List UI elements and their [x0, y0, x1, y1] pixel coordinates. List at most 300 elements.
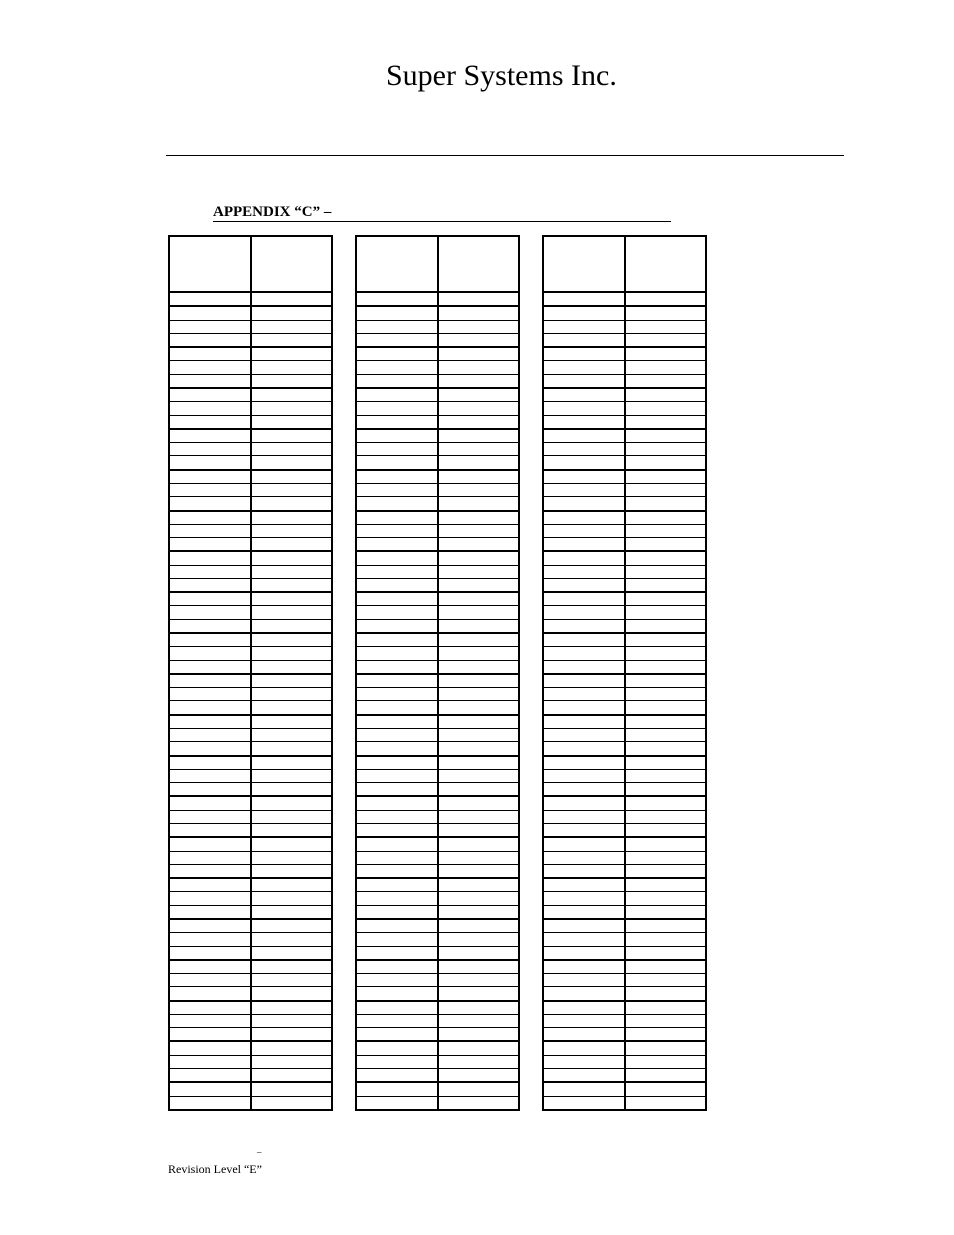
table-cell[interactable]	[170, 348, 252, 360]
table-cell[interactable]	[626, 933, 706, 945]
table-cell[interactable]	[252, 838, 332, 850]
table-cell[interactable]	[439, 1002, 519, 1014]
table-cell[interactable]	[252, 947, 332, 959]
table-cell[interactable]	[170, 729, 252, 741]
table-cell[interactable]	[252, 1056, 332, 1068]
table-cell[interactable]	[252, 334, 332, 346]
table-cell[interactable]	[544, 879, 626, 891]
table-cell[interactable]	[544, 579, 626, 591]
table-cell[interactable]	[544, 634, 626, 646]
table-cell[interactable]	[170, 307, 252, 319]
table-cell[interactable]	[626, 783, 706, 795]
table-cell[interactable]	[252, 307, 332, 319]
table-cell[interactable]	[357, 865, 439, 877]
table-cell[interactable]	[439, 402, 519, 414]
table-cell[interactable]	[170, 443, 252, 455]
table-cell[interactable]	[252, 484, 332, 496]
table-cell[interactable]	[170, 647, 252, 659]
table-cell[interactable]	[626, 579, 706, 591]
table-cell[interactable]	[544, 443, 626, 455]
table-cell[interactable]	[357, 1056, 439, 1068]
table-cell[interactable]	[544, 920, 626, 932]
table-cell[interactable]	[252, 1028, 332, 1040]
table-cell[interactable]	[170, 1097, 252, 1109]
table-cell[interactable]	[544, 770, 626, 782]
table-cell[interactable]	[439, 484, 519, 496]
table-cell[interactable]	[357, 647, 439, 659]
table-cell[interactable]	[626, 906, 706, 918]
table-cell[interactable]	[357, 525, 439, 537]
table-cell[interactable]	[439, 961, 519, 973]
table-cell[interactable]	[170, 661, 252, 673]
table-cell[interactable]	[626, 647, 706, 659]
table-cell[interactable]	[357, 361, 439, 373]
table-cell[interactable]	[357, 443, 439, 455]
table-cell[interactable]	[170, 797, 252, 809]
table-cell[interactable]	[439, 892, 519, 904]
table-cell[interactable]	[252, 701, 332, 713]
table-cell[interactable]	[544, 512, 626, 524]
table-cell[interactable]	[544, 471, 626, 483]
table-cell[interactable]	[252, 416, 332, 428]
table-cell[interactable]	[439, 443, 519, 455]
table-cell[interactable]	[626, 620, 706, 632]
table-cell[interactable]	[170, 389, 252, 401]
table-cell[interactable]	[544, 906, 626, 918]
table-cell[interactable]	[544, 1083, 626, 1095]
table-cell[interactable]	[170, 484, 252, 496]
table-cell[interactable]	[252, 552, 332, 564]
table-cell[interactable]	[626, 1042, 706, 1054]
table-cell[interactable]	[626, 974, 706, 986]
table-cell[interactable]	[626, 1028, 706, 1040]
table-cell[interactable]	[252, 620, 332, 632]
table-cell[interactable]	[544, 566, 626, 578]
table-cell[interactable]	[439, 538, 519, 550]
table-cell[interactable]	[357, 770, 439, 782]
table-cell[interactable]	[357, 920, 439, 932]
table-cell[interactable]	[544, 307, 626, 319]
table-cell[interactable]	[357, 579, 439, 591]
table-cell[interactable]	[357, 961, 439, 973]
table-cell[interactable]	[357, 456, 439, 468]
table-cell[interactable]	[170, 852, 252, 864]
table-cell[interactable]	[252, 906, 332, 918]
table-cell[interactable]	[170, 1002, 252, 1014]
table-cell[interactable]	[626, 593, 706, 605]
table-cell[interactable]	[439, 757, 519, 769]
table-cell[interactable]	[252, 688, 332, 700]
table-cell[interactable]	[252, 716, 332, 728]
table-cell[interactable]	[252, 525, 332, 537]
table-cell[interactable]	[626, 920, 706, 932]
table-cell[interactable]	[439, 824, 519, 836]
table-cell[interactable]	[252, 797, 332, 809]
table-cell[interactable]	[357, 688, 439, 700]
table-cell[interactable]	[252, 1002, 332, 1014]
table-cell[interactable]	[544, 389, 626, 401]
table-cell[interactable]	[170, 920, 252, 932]
table-cell[interactable]	[439, 620, 519, 632]
table-cell[interactable]	[544, 701, 626, 713]
table-cell[interactable]	[252, 497, 332, 509]
table-cell[interactable]	[626, 566, 706, 578]
table-cell[interactable]	[252, 593, 332, 605]
table-cell[interactable]	[357, 1028, 439, 1040]
table-cell[interactable]	[357, 974, 439, 986]
table-cell[interactable]	[544, 757, 626, 769]
table-cell[interactable]	[626, 661, 706, 673]
table-cell[interactable]	[439, 1056, 519, 1068]
table-cell[interactable]	[252, 634, 332, 646]
table-cell[interactable]	[357, 661, 439, 673]
table-cell[interactable]	[357, 606, 439, 618]
table-cell[interactable]	[170, 456, 252, 468]
table-cell[interactable]	[170, 293, 252, 305]
table-cell[interactable]	[626, 416, 706, 428]
table-cell[interactable]	[439, 1069, 519, 1081]
table-cell[interactable]	[544, 552, 626, 564]
table-cell[interactable]	[170, 1042, 252, 1054]
table-cell[interactable]	[626, 293, 706, 305]
table-cell[interactable]	[544, 1097, 626, 1109]
table-cell[interactable]	[544, 334, 626, 346]
table-cell[interactable]	[170, 430, 252, 442]
table-cell[interactable]	[170, 892, 252, 904]
table-cell[interactable]	[626, 525, 706, 537]
table-cell[interactable]	[357, 497, 439, 509]
table-cell[interactable]	[439, 811, 519, 823]
table-cell[interactable]	[252, 879, 332, 891]
table-cell[interactable]	[439, 430, 519, 442]
table-cell[interactable]	[357, 321, 439, 333]
table-cell[interactable]	[544, 797, 626, 809]
table-cell[interactable]	[626, 375, 706, 387]
table-cell[interactable]	[544, 811, 626, 823]
table-cell[interactable]	[544, 729, 626, 741]
table-cell[interactable]	[357, 593, 439, 605]
table-cell[interactable]	[252, 1069, 332, 1081]
table-cell[interactable]	[252, 675, 332, 687]
table-cell[interactable]	[170, 566, 252, 578]
table-cell[interactable]	[357, 742, 439, 754]
table-cell[interactable]	[252, 757, 332, 769]
table-cell[interactable]	[252, 933, 332, 945]
table-cell[interactable]	[439, 852, 519, 864]
table-cell[interactable]	[626, 838, 706, 850]
table-cell[interactable]	[357, 933, 439, 945]
table-cell[interactable]	[544, 1042, 626, 1054]
table-cell[interactable]	[626, 552, 706, 564]
table-cell[interactable]	[170, 375, 252, 387]
table-cell[interactable]	[170, 947, 252, 959]
table-cell[interactable]	[357, 879, 439, 891]
table-cell[interactable]	[439, 1028, 519, 1040]
table-cell[interactable]	[357, 947, 439, 959]
table-cell[interactable]	[439, 1015, 519, 1027]
table-cell[interactable]	[439, 729, 519, 741]
table-cell[interactable]	[626, 675, 706, 687]
table-cell[interactable]	[544, 892, 626, 904]
table-cell[interactable]	[170, 334, 252, 346]
table-cell[interactable]	[252, 770, 332, 782]
table-cell[interactable]	[544, 1028, 626, 1040]
table-cell[interactable]	[439, 701, 519, 713]
table-cell[interactable]	[439, 933, 519, 945]
table-cell[interactable]	[626, 688, 706, 700]
table-cell[interactable]	[252, 1042, 332, 1054]
table-cell[interactable]	[544, 961, 626, 973]
table-cell[interactable]	[544, 987, 626, 999]
table-cell[interactable]	[544, 484, 626, 496]
table-cell[interactable]	[626, 484, 706, 496]
table-cell[interactable]	[170, 321, 252, 333]
table-cell[interactable]	[439, 716, 519, 728]
table-cell[interactable]	[252, 987, 332, 999]
table-cell[interactable]	[170, 701, 252, 713]
table-cell[interactable]	[626, 716, 706, 728]
table-cell[interactable]	[626, 1069, 706, 1081]
table-cell[interactable]	[357, 757, 439, 769]
table-cell[interactable]	[626, 947, 706, 959]
table-cell[interactable]	[439, 389, 519, 401]
table-cell[interactable]	[252, 579, 332, 591]
table-cell[interactable]	[252, 852, 332, 864]
table-cell[interactable]	[439, 525, 519, 537]
table-cell[interactable]	[170, 402, 252, 414]
table-cell[interactable]	[252, 1083, 332, 1095]
table-cell[interactable]	[170, 497, 252, 509]
table-cell[interactable]	[170, 525, 252, 537]
table-cell[interactable]	[357, 566, 439, 578]
table-cell[interactable]	[170, 987, 252, 999]
table-cell[interactable]	[439, 1083, 519, 1095]
table-cell[interactable]	[357, 1083, 439, 1095]
table-cell[interactable]	[170, 593, 252, 605]
table-cell[interactable]	[439, 770, 519, 782]
table-cell[interactable]	[357, 334, 439, 346]
table-cell[interactable]	[170, 1083, 252, 1095]
table-cell[interactable]	[626, 892, 706, 904]
table-cell[interactable]	[357, 1069, 439, 1081]
table-cell[interactable]	[252, 389, 332, 401]
table-cell[interactable]	[252, 1015, 332, 1027]
table-cell[interactable]	[544, 947, 626, 959]
table-cell[interactable]	[170, 634, 252, 646]
table-cell[interactable]	[544, 661, 626, 673]
table-cell[interactable]	[439, 906, 519, 918]
table-cell[interactable]	[357, 430, 439, 442]
table-cell[interactable]	[544, 852, 626, 864]
table-cell[interactable]	[626, 361, 706, 373]
table-cell[interactable]	[170, 675, 252, 687]
table-cell[interactable]	[626, 879, 706, 891]
table-cell[interactable]	[170, 838, 252, 850]
table-cell[interactable]	[252, 348, 332, 360]
table-cell[interactable]	[544, 1002, 626, 1014]
table-cell[interactable]	[544, 688, 626, 700]
table-cell[interactable]	[544, 1015, 626, 1027]
table-cell[interactable]	[439, 688, 519, 700]
table-cell[interactable]	[439, 552, 519, 564]
table-cell[interactable]	[439, 1042, 519, 1054]
table-cell[interactable]	[170, 906, 252, 918]
table-cell[interactable]	[439, 987, 519, 999]
table-cell[interactable]	[439, 974, 519, 986]
table-cell[interactable]	[544, 593, 626, 605]
table-cell[interactable]	[170, 1069, 252, 1081]
table-cell[interactable]	[252, 456, 332, 468]
table-cell[interactable]	[252, 783, 332, 795]
table-cell[interactable]	[170, 361, 252, 373]
table-cell[interactable]	[626, 757, 706, 769]
table-cell[interactable]	[439, 783, 519, 795]
table-cell[interactable]	[170, 1015, 252, 1027]
table-cell[interactable]	[170, 552, 252, 564]
table-cell[interactable]	[357, 1097, 439, 1109]
table-cell[interactable]	[626, 321, 706, 333]
table-cell[interactable]	[439, 334, 519, 346]
table-cell[interactable]	[252, 361, 332, 373]
table-cell[interactable]	[626, 307, 706, 319]
table-cell[interactable]	[544, 361, 626, 373]
table-cell[interactable]	[439, 661, 519, 673]
table-cell[interactable]	[439, 566, 519, 578]
table-cell[interactable]	[626, 987, 706, 999]
table-cell[interactable]	[439, 361, 519, 373]
table-cell[interactable]	[252, 811, 332, 823]
table-cell[interactable]	[170, 770, 252, 782]
table-cell[interactable]	[357, 1042, 439, 1054]
table-cell[interactable]	[626, 701, 706, 713]
table-cell[interactable]	[170, 538, 252, 550]
table-cell[interactable]	[544, 606, 626, 618]
table-cell[interactable]	[626, 797, 706, 809]
table-cell[interactable]	[252, 920, 332, 932]
table-cell[interactable]	[544, 538, 626, 550]
table-cell[interactable]	[439, 742, 519, 754]
table-cell[interactable]	[439, 634, 519, 646]
table-cell[interactable]	[626, 606, 706, 618]
table-cell[interactable]	[439, 947, 519, 959]
table-cell[interactable]	[170, 1056, 252, 1068]
table-cell[interactable]	[170, 579, 252, 591]
table-cell[interactable]	[357, 307, 439, 319]
table-cell[interactable]	[170, 416, 252, 428]
table-cell[interactable]	[170, 865, 252, 877]
table-cell[interactable]	[357, 783, 439, 795]
table-cell[interactable]	[439, 647, 519, 659]
table-cell[interactable]	[626, 770, 706, 782]
table-cell[interactable]	[252, 402, 332, 414]
table-cell[interactable]	[626, 729, 706, 741]
table-cell[interactable]	[544, 430, 626, 442]
table-cell[interactable]	[170, 471, 252, 483]
table-cell[interactable]	[252, 742, 332, 754]
table-cell[interactable]	[357, 416, 439, 428]
table-cell[interactable]	[439, 348, 519, 360]
table-cell[interactable]	[252, 321, 332, 333]
table-cell[interactable]	[170, 824, 252, 836]
table-cell[interactable]	[439, 471, 519, 483]
table-cell[interactable]	[439, 512, 519, 524]
table-cell[interactable]	[439, 797, 519, 809]
table-cell[interactable]	[626, 471, 706, 483]
table-cell[interactable]	[357, 716, 439, 728]
table-cell[interactable]	[626, 334, 706, 346]
table-cell[interactable]	[357, 471, 439, 483]
table-cell[interactable]	[357, 987, 439, 999]
table-cell[interactable]	[626, 1097, 706, 1109]
table-cell[interactable]	[544, 1056, 626, 1068]
table-cell[interactable]	[357, 811, 439, 823]
table-cell[interactable]	[357, 797, 439, 809]
table-cell[interactable]	[544, 647, 626, 659]
table-cell[interactable]	[170, 1028, 252, 1040]
table-cell[interactable]	[439, 375, 519, 387]
table-cell[interactable]	[170, 757, 252, 769]
table-cell[interactable]	[439, 593, 519, 605]
table-cell[interactable]	[544, 321, 626, 333]
table-cell[interactable]	[544, 375, 626, 387]
table-cell[interactable]	[357, 675, 439, 687]
table-cell[interactable]	[544, 716, 626, 728]
table-cell[interactable]	[626, 634, 706, 646]
table-cell[interactable]	[357, 634, 439, 646]
table-cell[interactable]	[357, 389, 439, 401]
table-cell[interactable]	[626, 961, 706, 973]
table-cell[interactable]	[357, 293, 439, 305]
table-cell[interactable]	[626, 497, 706, 509]
table-cell[interactable]	[357, 906, 439, 918]
table-cell[interactable]	[170, 933, 252, 945]
table-cell[interactable]	[439, 879, 519, 891]
table-cell[interactable]	[439, 675, 519, 687]
table-cell[interactable]	[544, 620, 626, 632]
table-cell[interactable]	[252, 729, 332, 741]
table-cell[interactable]	[626, 852, 706, 864]
table-cell[interactable]	[170, 961, 252, 973]
table-cell[interactable]	[357, 701, 439, 713]
table-cell[interactable]	[252, 430, 332, 442]
table-cell[interactable]	[544, 838, 626, 850]
table-cell[interactable]	[252, 661, 332, 673]
table-cell[interactable]	[357, 824, 439, 836]
table-cell[interactable]	[439, 307, 519, 319]
table-cell[interactable]	[252, 566, 332, 578]
table-cell[interactable]	[626, 348, 706, 360]
table-cell[interactable]	[626, 443, 706, 455]
table-cell[interactable]	[439, 920, 519, 932]
table-cell[interactable]	[252, 892, 332, 904]
table-cell[interactable]	[626, 430, 706, 442]
table-cell[interactable]	[252, 974, 332, 986]
table-cell[interactable]	[170, 811, 252, 823]
table-cell[interactable]	[439, 321, 519, 333]
table-cell[interactable]	[626, 402, 706, 414]
table-cell[interactable]	[626, 538, 706, 550]
table-cell[interactable]	[626, 811, 706, 823]
table-cell[interactable]	[170, 783, 252, 795]
table-cell[interactable]	[626, 456, 706, 468]
table-cell[interactable]	[439, 497, 519, 509]
table-cell[interactable]	[544, 865, 626, 877]
table-cell[interactable]	[357, 512, 439, 524]
table-cell[interactable]	[357, 892, 439, 904]
table-cell[interactable]	[357, 852, 439, 864]
table-cell[interactable]	[626, 824, 706, 836]
table-cell[interactable]	[626, 1002, 706, 1014]
